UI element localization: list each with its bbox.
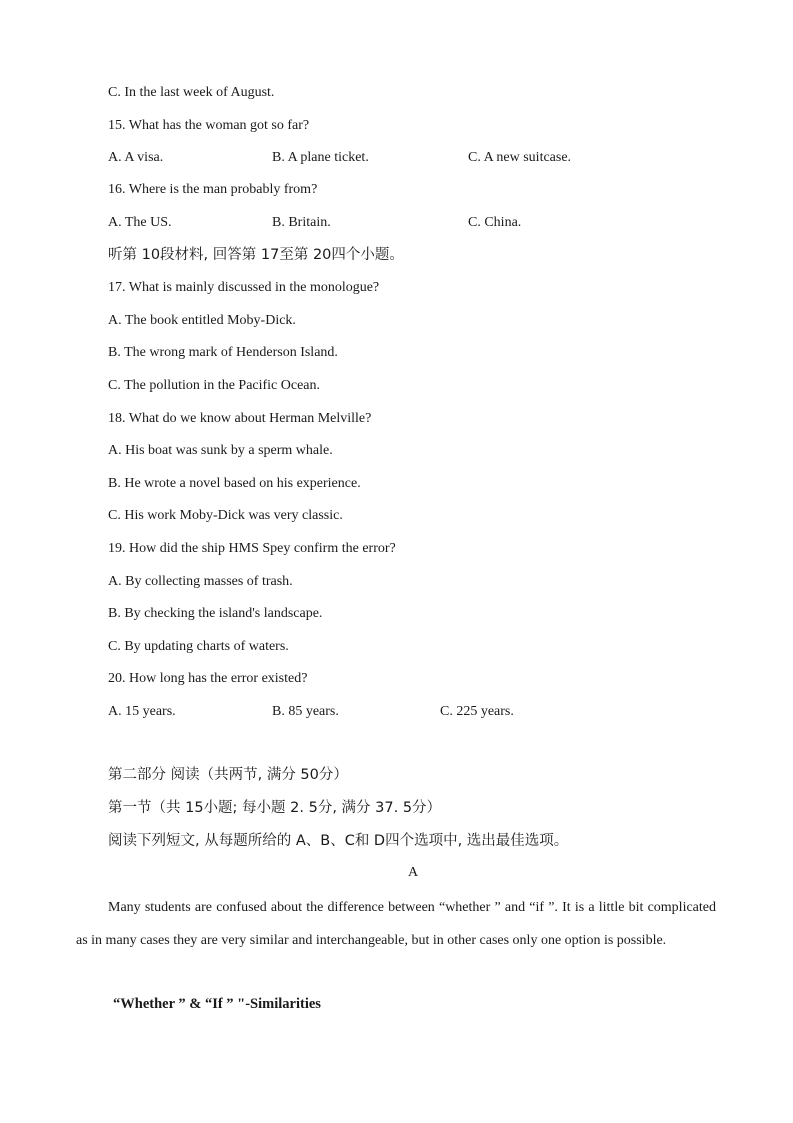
q20-option-b: B. 85 years. — [272, 704, 339, 719]
q16-question: 16. Where is the man probably from? — [108, 182, 318, 197]
q14-option-c: C. In the last week of August. — [108, 85, 275, 100]
q17-question: 17. What is mainly discussed in the monologue? — [108, 280, 380, 295]
q16-option-c: C. China. — [468, 215, 522, 230]
intro-paragraph: Many students are confused about the difference between “whether ” and “if ”. It is a little bit complicated as in many cases they are very similar and interchangeable, but in other cases only one option is possible. — [76, 900, 716, 948]
q18-option-c: C. His work Moby-Dick was very classic. — [108, 508, 343, 523]
q19-option-c: C. By updating charts of waters. — [108, 639, 289, 654]
q15-question: 15. What has the woman got so far? — [108, 118, 310, 133]
q16-option-b: B. Britain. — [272, 215, 331, 230]
q17-option-c: C. The pollution in the Pacific Ocean. — [108, 378, 321, 393]
q15-option-b: B. A plane ticket. — [272, 150, 369, 165]
q19-option-b: B. By checking the island's landscape. — [108, 606, 323, 621]
q20-option-c: C. 225 years. — [440, 704, 514, 719]
q16-option-a: A. The US. — [108, 215, 172, 230]
reading-section-title: 第一节（共 15小题; 每小题 2. 5分, 满分 37. 5分） — [108, 800, 442, 816]
q15-option-c: C. A new suitcase. — [468, 150, 572, 165]
material10-instruction: 听第 10段材料, 回答第 17至第 20四个小题。 — [108, 247, 404, 263]
q15-option-a: A. A visa. — [108, 150, 164, 165]
passage-label: A — [407, 865, 419, 880]
q19-option-a: A. By collecting masses of trash. — [108, 574, 293, 589]
q20-question: 20. How long has the error existed? — [108, 671, 308, 686]
q18-option-a: A. His boat was sunk by a sperm whale. — [108, 443, 333, 458]
reading-instruction: 阅读下列短文, 从每题所给的 A、B、C和 D四个选项中, 选出最佳选项。 — [108, 833, 569, 849]
q19-question: 19. How did the ship HMS Spey confirm the error? — [108, 541, 396, 556]
reading-part-title: 第二部分 阅读（共两节, 满分 50分） — [108, 767, 348, 783]
q17-option-b: B. The wrong mark of Henderson Island. — [108, 345, 338, 360]
q18-question: 18. What do we know about Herman Melville? — [108, 411, 372, 426]
q17-option-a: A. The book entitled Moby-Dick. — [108, 313, 296, 328]
q18-option-b: B. He wrote a novel based on his experience. — [108, 476, 361, 491]
subheading-similarities: “Whether ” & “If ” "-Similarities — [113, 996, 321, 1012]
q20-option-a: A. 15 years. — [108, 704, 176, 719]
